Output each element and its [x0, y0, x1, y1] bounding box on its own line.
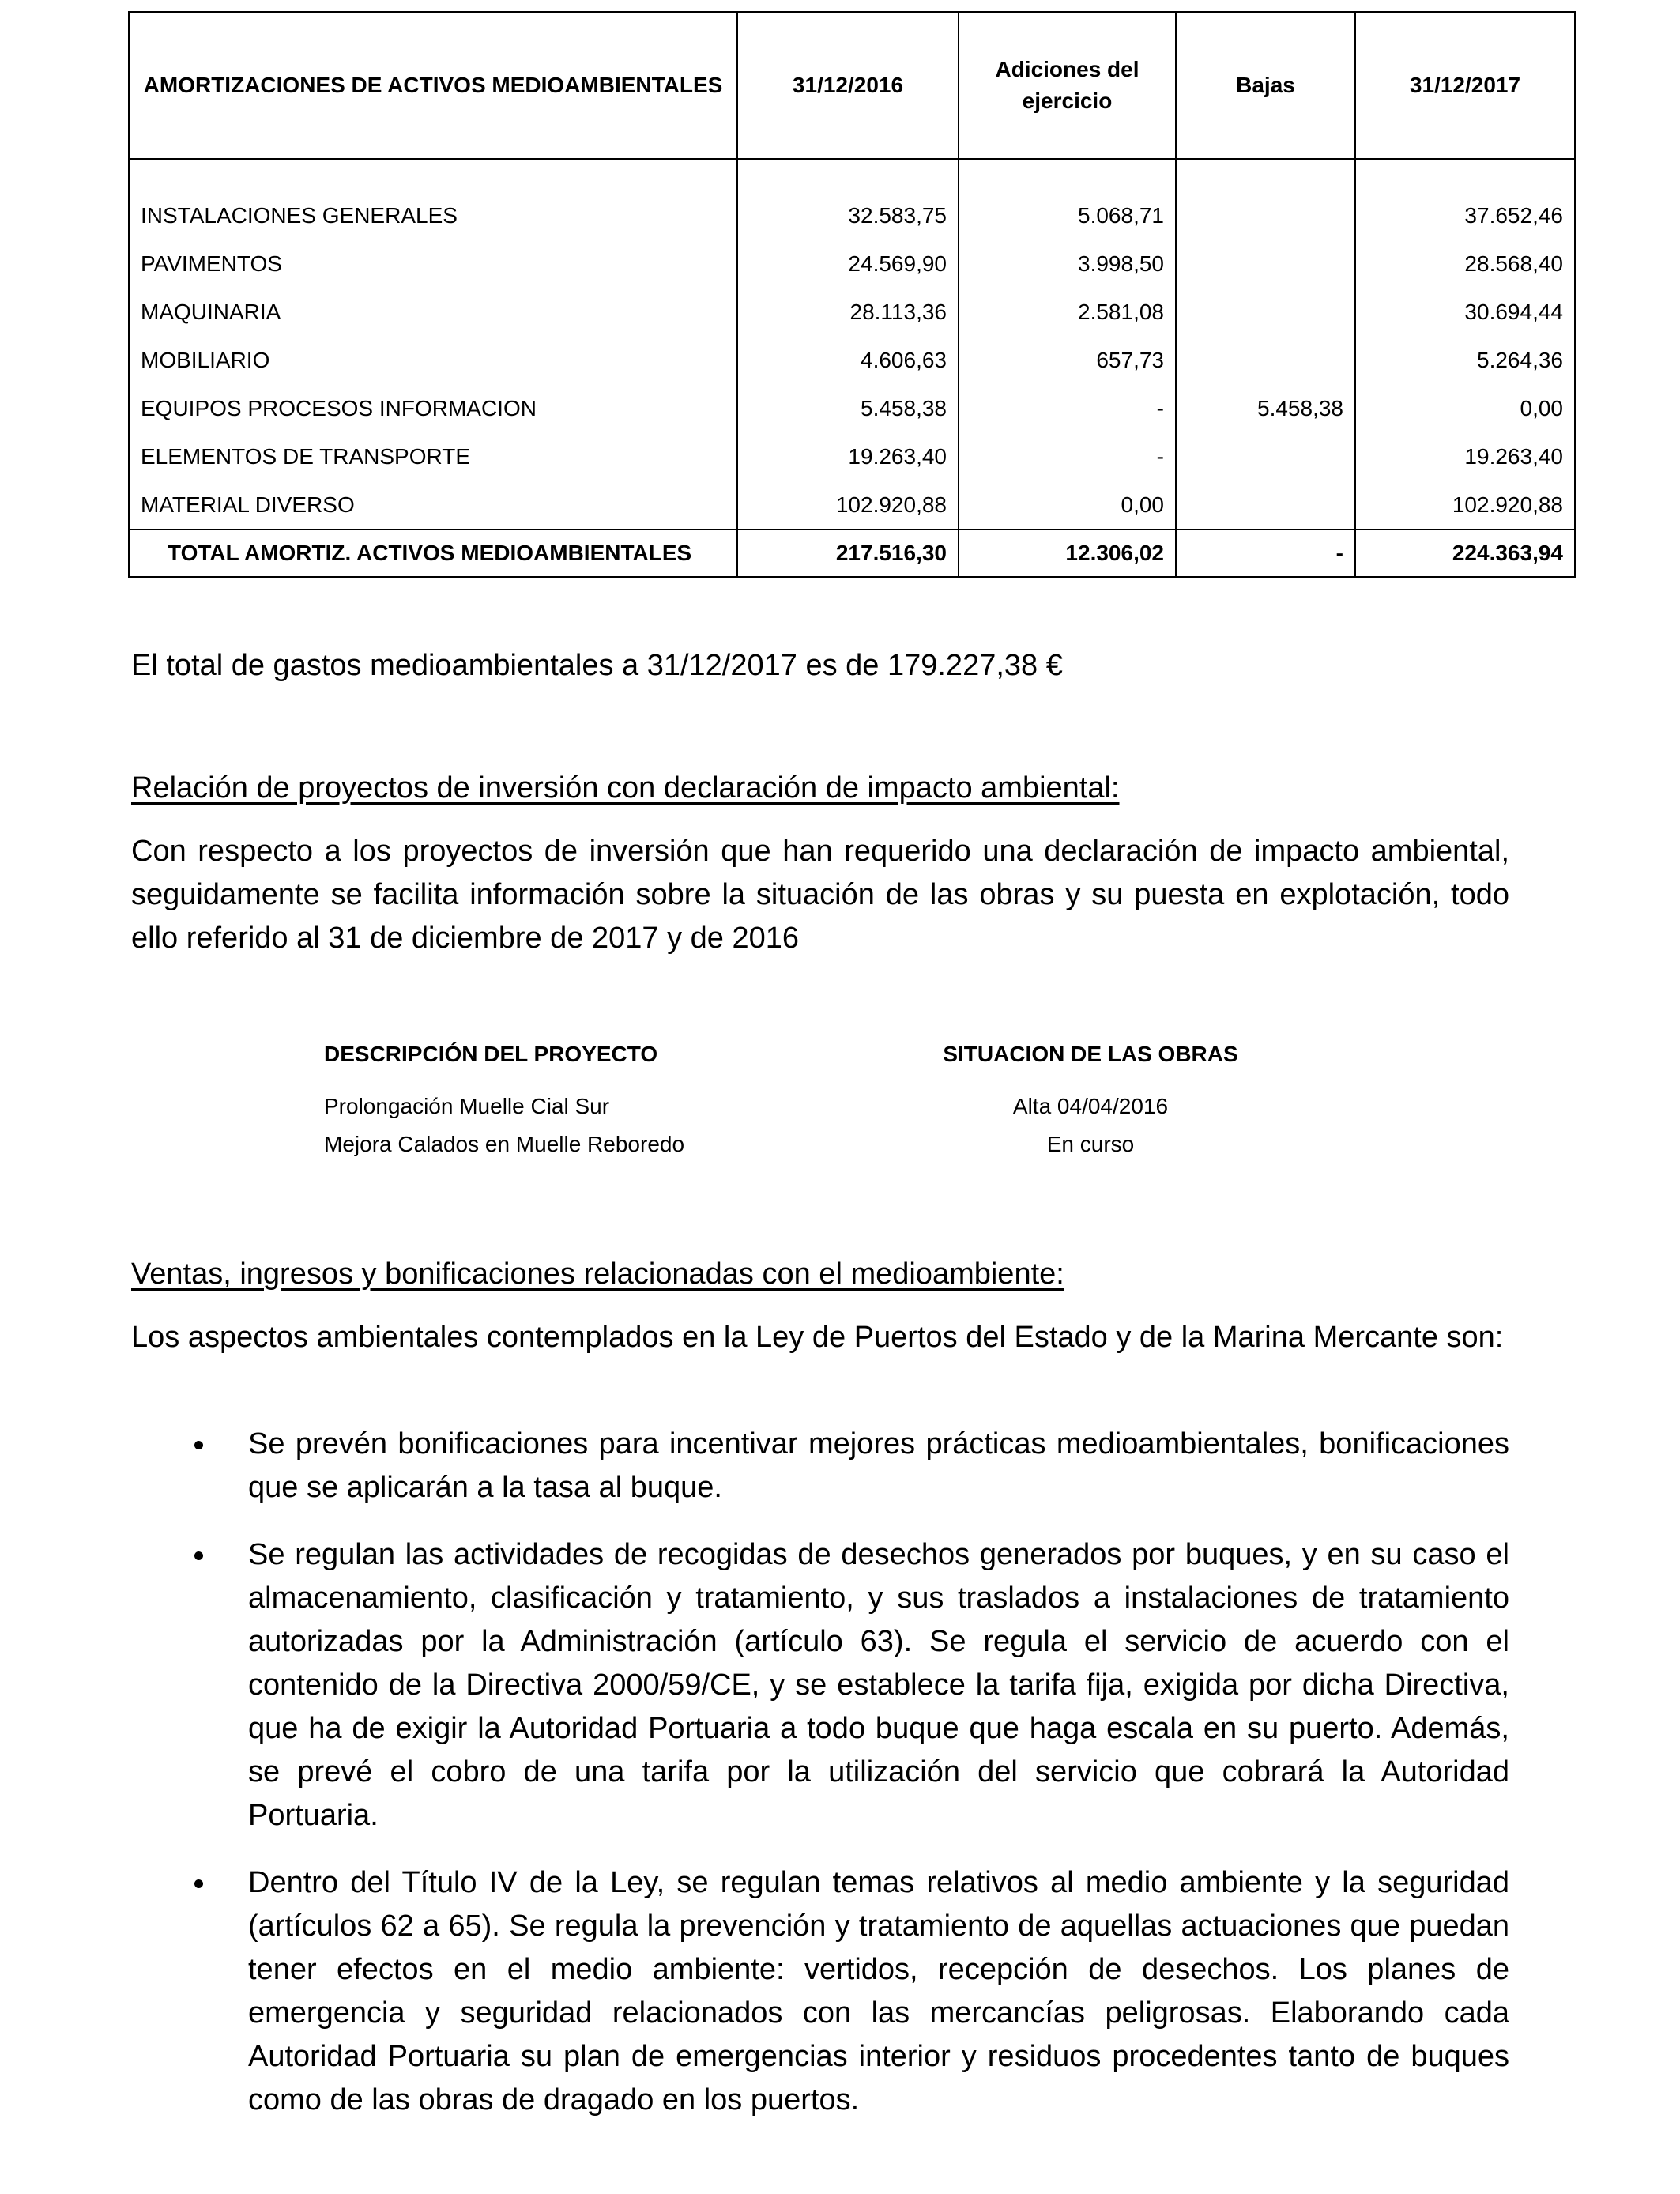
projects-header-description: DESCRIPCIÓN DEL PROYECTO	[324, 1042, 658, 1066]
cell-value	[1176, 336, 1355, 384]
header-additions: Adiciones del ejercicio	[959, 12, 1176, 159]
bullet-text: Se prevén bonificaciones para incentivar mejores prácticas medioambientales, bonificaciones que se aplicarán a la tasa al buque.	[248, 1427, 1509, 1504]
cell-value: 2.581,08	[959, 288, 1176, 336]
row-label: EQUIPOS PROCESOS INFORMACION	[129, 384, 737, 432]
section-heading-sales: Ventas, ingresos y bonificaciones relacionadas con el medioambiente:	[131, 1257, 1064, 1291]
projects-header-row	[324, 1035, 1351, 1073]
cell-value: 30.694,44	[1355, 288, 1575, 336]
cell-value: 0,00	[1355, 384, 1575, 432]
total-value: 12.306,02	[959, 530, 1176, 577]
header-concept: AMORTIZACIONES DE ACTIVOS MEDIOAMBIENTALES	[129, 12, 737, 159]
table-row	[129, 384, 1575, 432]
cell-value: 28.568,40	[1355, 239, 1575, 288]
bullet-icon	[194, 1879, 203, 1888]
projects-table	[324, 1035, 1351, 1163]
cell-value: 19.263,40	[1355, 432, 1575, 481]
table-header-row	[129, 12, 1575, 159]
total-value: 217.516,30	[737, 530, 959, 577]
project-description: Prolongación Muelle Cial Sur	[324, 1094, 610, 1118]
sales-paragraph: Los aspectos ambientales contemplados en la Ley de Puertos del Estado y de la Marina Mercante son:	[131, 1321, 1504, 1354]
cell-value: 3.998,50	[959, 239, 1176, 288]
cell-value: 24.569,90	[737, 239, 959, 288]
row-label: MATERIAL DIVERSO	[129, 481, 737, 530]
row-label: PAVIMENTOS	[129, 239, 737, 288]
table-row	[129, 481, 1575, 530]
total-expenses-text: El total de gastos medioambientales a 31/12/2017 es de 179.227,38 €	[131, 649, 1063, 682]
table-total-row	[129, 530, 1575, 577]
cell-value: 657,73	[959, 336, 1176, 384]
list-item	[324, 1125, 1351, 1163]
header-disposals: Bajas	[1176, 12, 1355, 159]
cell-value	[1176, 159, 1355, 239]
table-row	[129, 159, 1575, 239]
projects-paragraph: Con respecto a los proyectos de inversión que han requerido una declaración de impacto ambiental, seguidamente se facilita información sobre la situación de las obras y su puesta en explotación, todo ello referido al 31 de diciembre de 2017 y de 2016	[131, 835, 1509, 955]
table-row	[129, 288, 1575, 336]
cell-value: 5.264,36	[1355, 336, 1575, 384]
cell-value	[1176, 432, 1355, 481]
list-item	[324, 1088, 1351, 1125]
cell-value: 102.920,88	[737, 481, 959, 530]
table-row	[129, 239, 1575, 288]
cell-value: -	[959, 384, 1176, 432]
cell-value: 37.652,46	[1355, 159, 1575, 239]
cell-value: 5.458,38	[737, 384, 959, 432]
cell-value: 102.920,88	[1355, 481, 1575, 530]
project-status: En curso	[1046, 1132, 1135, 1156]
cell-value	[1176, 481, 1355, 530]
cell-value: 5.068,71	[959, 159, 1176, 239]
list-item	[131, 1861, 1509, 2122]
header-2016: 31/12/2016	[737, 12, 959, 159]
bullet-text: Se regulan las actividades de recogidas de desechos generados por buques, y en su caso el almacenamiento, clasificación y tratamiento, y sus traslados a instalaciones de tratamiento autorizadas por la Administración (artículo 63). Se regula el servicio de acuerdo con el contenido de la Directiva 2000/59/CE, y se establece la tarifa fija, exigida por dicha Directiva, que ha de exigir la Autoridad Portuaria a todo buque que haga escala en su puerto. Además, se prevé el cobro de una tarifa por la utilización del servicio que cobrará la Autoridad Portuaria.	[248, 1538, 1509, 1832]
cell-value: 5.458,38	[1176, 384, 1355, 432]
cell-value: 4.606,63	[737, 336, 959, 384]
table-row	[129, 336, 1575, 384]
total-label: TOTAL AMORTIZ. ACTIVOS MEDIOAMBIENTALES	[129, 530, 737, 577]
total-value: 224.363,94	[1355, 530, 1575, 577]
project-status: Alta 04/04/2016	[1012, 1094, 1169, 1118]
cell-value	[1176, 239, 1355, 288]
row-label: INSTALACIONES GENERALES	[129, 159, 737, 239]
row-label: ELEMENTOS DE TRANSPORTE	[129, 432, 737, 481]
cell-value: 19.263,40	[737, 432, 959, 481]
cell-value: -	[959, 432, 1176, 481]
row-label: MOBILIARIO	[129, 336, 737, 384]
project-description: Mejora Calados en Muelle Reboredo	[324, 1132, 685, 1156]
bullet-icon	[194, 1551, 203, 1560]
bullet-text: Dentro del Título IV de la Ley, se regulan temas relativos al medio ambiente y la seguridad (artículos 62 a 65). Se regula la prevención y tratamiento de aquellas actuaciones que puedan tener efectos en el medio ambiente: vertidos, recepción de desechos. Los planes de emergencia y seguridad relacionados con las mercancías peligrosas. Elaborando cada Autoridad Portuaria su plan de emergencias interior y residuos procedentes tanto de buques como de las obras de dragado en los puertos.	[248, 1866, 1509, 2117]
cell-value: 0,00	[959, 481, 1176, 530]
amortization-table	[128, 11, 1576, 578]
total-value: -	[1176, 530, 1355, 577]
bullet-list	[131, 1423, 1509, 2146]
section-heading-projects: Relación de proyectos de inversión con declaración de impacto ambiental:	[131, 771, 1120, 805]
header-2017: 31/12/2017	[1355, 12, 1575, 159]
table-row	[129, 432, 1575, 481]
cell-value	[1176, 288, 1355, 336]
list-item	[131, 1423, 1509, 1510]
projects-header-status: SITUACION DE LAS OBRAS	[943, 1042, 1238, 1066]
cell-value: 28.113,36	[737, 288, 959, 336]
cell-value: 32.583,75	[737, 159, 959, 239]
row-label: MAQUINARIA	[129, 288, 737, 336]
bullet-icon	[194, 1441, 203, 1449]
list-item	[131, 1533, 1509, 1838]
